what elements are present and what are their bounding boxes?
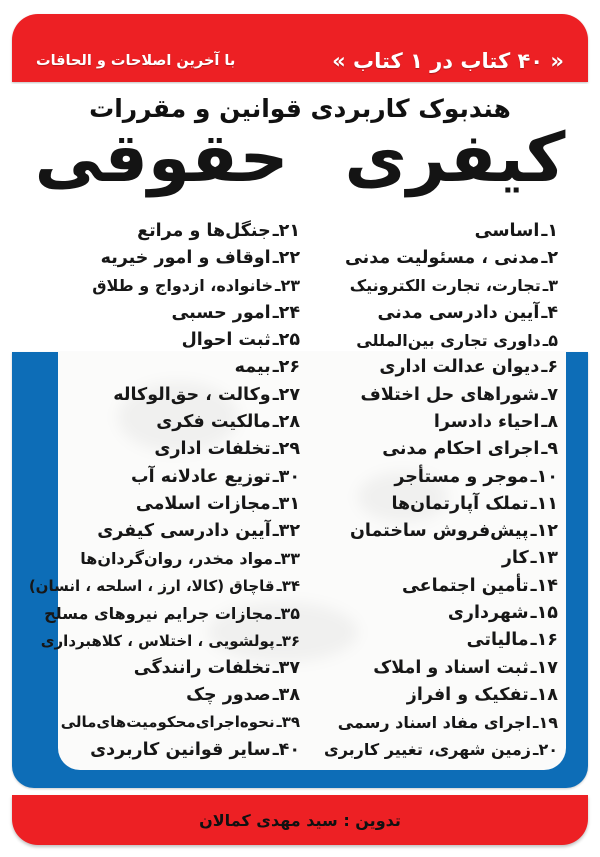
contents-item-label: پولشویی ، اختلاس ، کلاهبرداری — [40, 631, 275, 650]
contents-item — [29, 573, 300, 600]
contents-item-label: توزیع عادلانه آب — [131, 466, 271, 487]
title-block — [12, 84, 588, 218]
contents-item-label: احیاء دادسرا — [433, 411, 540, 432]
contents-item-number: ۲۰ـ — [533, 740, 558, 760]
contents-item-label: شوراهای حل اختلاف — [360, 384, 540, 405]
contents-item — [324, 546, 558, 573]
contents-item-number: ۱۰ـ — [530, 466, 558, 487]
contents-item-number: ۱۹ـ — [533, 712, 558, 732]
contents-item-label: تملک آپارتمان‌ها — [391, 493, 529, 514]
contents-item-number: ۱ـ — [541, 220, 558, 241]
contents-item — [324, 600, 558, 627]
books-count-badge: « ۴۰ کتاب در ۱ کتاب » — [332, 49, 564, 73]
contents-item — [324, 300, 558, 327]
contents-item-label: وکالت ، حق‌الوکاله — [113, 384, 271, 405]
contents-item-label: جنگل‌ها و مراتع — [137, 220, 271, 241]
contents-item-number: ۲۸ـ — [272, 411, 301, 432]
contents-item-label: کار — [501, 548, 529, 569]
top-red-banner — [12, 14, 588, 82]
contents-item — [29, 682, 300, 709]
contents-item — [324, 327, 558, 354]
contents-item-number: ۳۶ـ — [276, 631, 301, 650]
contents-item — [324, 518, 558, 545]
contents-item-label: خانواده، ازدواج و طلاق — [92, 276, 274, 296]
contents-item-label: تخلفات رانندگی — [133, 657, 271, 678]
contents-item-number: ۱۸ـ — [530, 684, 558, 705]
contents-item-label: اوقاف و امور خیریه — [100, 248, 271, 269]
contents-item-label: مجازات اسلامی — [135, 493, 271, 514]
contents-column-left — [29, 218, 312, 778]
contents-item-number: ۴۰ـ — [272, 739, 301, 760]
contents-item-label: تفکیک و افراز — [406, 684, 529, 705]
contents-item-label: تخلفات اداری — [154, 439, 271, 460]
author-credit: تدوین : سید مهدی کمالان — [199, 810, 401, 830]
contents-item-label: امور حسبی — [171, 302, 271, 323]
contents-item-label: آیین دادرسی کیفری — [97, 521, 271, 542]
contents-item-number: ۳۹ـ — [276, 713, 301, 732]
contents-item-label: زمین شهری، تغییر کاربری — [324, 740, 531, 760]
contents-item — [324, 573, 558, 600]
contents-item-number: ۲۱ـ — [272, 220, 301, 241]
edition-tagline: با آخرین اصلاحات و الحاقات — [36, 53, 236, 69]
contents-item — [324, 382, 558, 409]
contents-item-label: قاچاق (کالا، ارز ، اسلحه ، انسان) — [28, 577, 275, 595]
main-title-hoghughi: حقوقی — [34, 119, 289, 198]
contents-item — [324, 627, 558, 654]
contents-item — [324, 491, 558, 518]
contents-item-number: ۱۱ـ — [530, 493, 558, 514]
contents-item-number: ۳۴ـ — [276, 577, 301, 595]
contents-item-number: ۳۷ـ — [272, 657, 301, 678]
contents-item-label: آیین دادرسی مدنی — [377, 302, 540, 323]
contents-item-number: ۲۷ـ — [272, 384, 301, 405]
contents-item-number: ۳۱ـ — [272, 493, 301, 514]
contents-item-label: صدور چک — [186, 684, 271, 705]
contents-item-number: ۲۴ـ — [272, 302, 301, 323]
contents-item-number: ۱۶ـ — [530, 630, 558, 651]
contents-item-label: پیش‌فروش ساختمان — [349, 521, 529, 542]
contents-item — [324, 464, 558, 491]
contents-column-right — [312, 218, 558, 778]
contents-item — [29, 382, 300, 409]
contents-item-number: ۲۵ـ — [272, 330, 301, 351]
contents-item — [29, 627, 300, 654]
contents-item-label: تجارت، تجارت الکترونیک — [349, 276, 541, 296]
contents-item-label: شهرداری — [447, 603, 529, 624]
contents-item-label: ثبت احوال — [181, 330, 271, 351]
contents-item — [324, 218, 558, 245]
contents-item — [324, 354, 558, 381]
contents-item — [29, 300, 300, 327]
contents-item — [29, 273, 300, 300]
contents-item-number: ۲۹ـ — [272, 439, 301, 460]
contents-item-number: ۳۵ـ — [275, 603, 301, 623]
contents-item-number: ۳۸ـ — [272, 684, 301, 705]
contents-item-label: نحوه‌اجرای‌محکومیت‌های‌مالی — [60, 713, 275, 732]
contents-item-label: اساسی — [474, 220, 540, 241]
contents-item — [29, 245, 300, 272]
contents-item — [324, 245, 558, 272]
contents-lists — [12, 218, 588, 778]
contents-item-number: ۱۲ـ — [530, 521, 558, 542]
contents-item-label: بیمه — [234, 357, 271, 378]
contents-item — [29, 600, 300, 627]
contents-item-label: ثبت اسناد و املاک — [373, 657, 529, 678]
contents-item — [324, 737, 558, 764]
contents-item — [29, 737, 300, 764]
contents-item-number: ۳۲ـ — [272, 521, 301, 542]
contents-item-number: ۳۳ـ — [275, 549, 301, 569]
contents-item-label: اجرای احکام مدنی — [382, 439, 540, 460]
contents-item-number: ۴ـ — [541, 302, 558, 323]
contents-item-number: ۲۲ـ — [272, 248, 301, 269]
contents-item-label: مالیاتی — [466, 630, 529, 651]
contents-item — [29, 436, 300, 463]
main-title-keyfari: کیفری — [344, 119, 566, 198]
contents-item-number: ۱۷ـ — [530, 657, 558, 678]
contents-item — [29, 464, 300, 491]
contents-item-number: ۲ـ — [541, 248, 558, 269]
contents-item-number: ۷ـ — [541, 384, 558, 405]
contents-item — [324, 409, 558, 436]
contents-item — [29, 491, 300, 518]
contents-item-number: ۲۳ـ — [275, 276, 301, 296]
contents-item — [324, 682, 558, 709]
contents-item-number: ۶ـ — [541, 357, 558, 378]
contents-item-label: داوری تجاری بین‌المللی — [356, 330, 541, 350]
contents-item-number: ۸ـ — [541, 411, 558, 432]
contents-item-number: ۹ـ — [541, 439, 558, 460]
contents-item-label: مدنی ، مسئولیت مدنی — [344, 248, 540, 269]
contents-item-label: دیوان عدالت اداری — [379, 357, 540, 378]
contents-item-number: ۱۵ـ — [530, 603, 558, 624]
contents-item-number: ۲۶ـ — [272, 357, 301, 378]
contents-item — [324, 655, 558, 682]
contents-item-label: مجازات جرایم نیروهای مسلح — [44, 603, 274, 623]
contents-item — [29, 518, 300, 545]
contents-item-label: اجرای مفاد اسناد رسمی — [337, 712, 531, 732]
main-title-row — [12, 119, 588, 198]
contents-item — [29, 546, 300, 573]
contents-item-number: ۱۴ـ — [530, 575, 558, 596]
contents-item — [29, 409, 300, 436]
contents-item-number: ۵ـ — [542, 330, 558, 350]
contents-item — [29, 218, 300, 245]
contents-item — [324, 436, 558, 463]
contents-item-number: ۳۰ـ — [272, 466, 301, 487]
contents-item-label: مالکیت فکری — [156, 411, 271, 432]
contents-item — [29, 327, 300, 354]
contents-item — [324, 273, 558, 300]
contents-item-label: موجر و مستأجر — [394, 466, 529, 487]
contents-item-label: مواد مخدر، روان‌گردان‌ها — [80, 549, 274, 569]
contents-item — [29, 655, 300, 682]
book-subtitle: هندبوک کاربردی قوانین و مقررات — [89, 94, 511, 123]
contents-item-number: ۳ـ — [542, 276, 558, 296]
contents-item-label: تأمین اجتماعی — [401, 575, 529, 596]
contents-item — [29, 354, 300, 381]
contents-item — [29, 709, 300, 736]
bottom-red-banner — [12, 795, 588, 845]
contents-item — [324, 709, 558, 736]
contents-item-label: سایر قوانین کاربردی — [90, 739, 271, 760]
contents-item-number: ۱۳ـ — [530, 548, 558, 569]
